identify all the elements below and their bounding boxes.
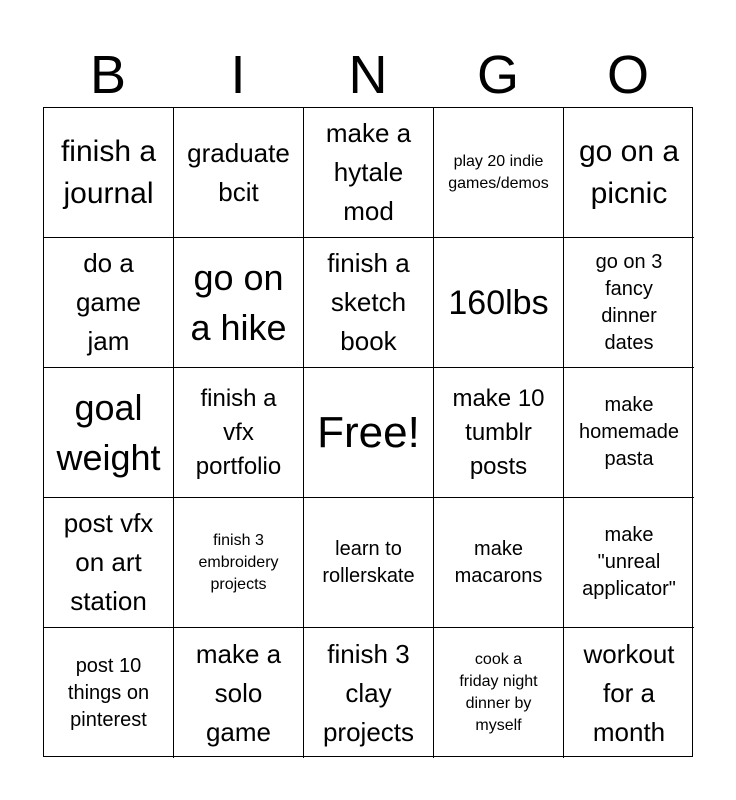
bingo-cell[interactable] <box>434 628 564 758</box>
cell-text: finish a vfx portfolio <box>195 384 282 480</box>
cell-text: workout for a month <box>583 638 675 747</box>
cell-text: cook a friday night dinner by myself <box>459 651 538 734</box>
bingo-cell[interactable] <box>434 368 564 498</box>
header-letter-g: G <box>476 45 519 105</box>
bingo-cell[interactable] <box>44 108 174 238</box>
free-space-cell[interactable] <box>304 368 434 498</box>
header-letter-o: O <box>606 45 649 105</box>
bingo-cell[interactable] <box>174 238 304 368</box>
cell-text: make "unreal applicator" <box>582 524 676 600</box>
bingo-cell[interactable] <box>44 628 174 758</box>
cell-text: post vfx on art station <box>63 508 154 616</box>
bingo-cell[interactable] <box>564 238 694 368</box>
bingo-cell[interactable] <box>174 628 304 758</box>
bingo-cell[interactable] <box>434 108 564 238</box>
cell-text: play 20 indie games/demos <box>448 152 549 192</box>
cell-text: finish 3 clay projects <box>322 638 415 747</box>
bingo-cell[interactable] <box>434 238 564 368</box>
bingo-cell[interactable] <box>44 238 174 368</box>
cell-text: Free! <box>317 407 420 457</box>
cell-text: graduate bcit <box>187 137 290 207</box>
bingo-cell[interactable] <box>434 498 564 628</box>
header-letter-b: B <box>89 45 127 105</box>
cell-text: finish a journal <box>60 134 157 210</box>
cell-text: learn to rollerskate <box>322 537 415 587</box>
cell-text: make a solo game <box>195 638 282 747</box>
cell-text: make macarons <box>454 537 543 587</box>
bingo-cell[interactable] <box>44 498 174 628</box>
header-letter-i: I <box>230 45 246 105</box>
cell-text: go on 3 fancy dinner dates <box>595 250 663 354</box>
cell-text: go on a picnic <box>578 134 680 210</box>
bingo-cell[interactable] <box>174 368 304 498</box>
bingo-cell[interactable] <box>304 628 434 758</box>
bingo-cell[interactable] <box>564 368 694 498</box>
bingo-cell[interactable] <box>564 108 694 238</box>
cell-text: make homemade pasta <box>578 394 680 470</box>
cell-text: goal weight <box>56 386 161 478</box>
bingo-cell[interactable] <box>44 368 174 498</box>
cell-text: go on a hike <box>190 256 287 348</box>
bingo-cell[interactable] <box>304 108 434 238</box>
bingo-cell[interactable] <box>564 628 694 758</box>
cell-text: finish a sketch book <box>327 248 410 356</box>
bingo-cell[interactable] <box>304 498 434 628</box>
bingo-cell[interactable] <box>304 238 434 368</box>
bingo-cell[interactable] <box>564 498 694 628</box>
cell-text: post 10 things on pinterest <box>67 654 150 731</box>
bingo-board <box>43 107 693 757</box>
cell-text: make 10 tumblr posts <box>452 384 545 480</box>
header-letter-n: N <box>348 45 388 105</box>
bingo-cell[interactable] <box>174 498 304 628</box>
cell-text: do a game jam <box>75 248 142 356</box>
cell-text: finish 3 embroidery projects <box>198 531 279 593</box>
cell-text: 160lbs <box>448 283 549 322</box>
cell-text: make a hytale mod <box>325 118 412 226</box>
bingo-header <box>43 44 693 106</box>
bingo-cell[interactable] <box>174 108 304 238</box>
